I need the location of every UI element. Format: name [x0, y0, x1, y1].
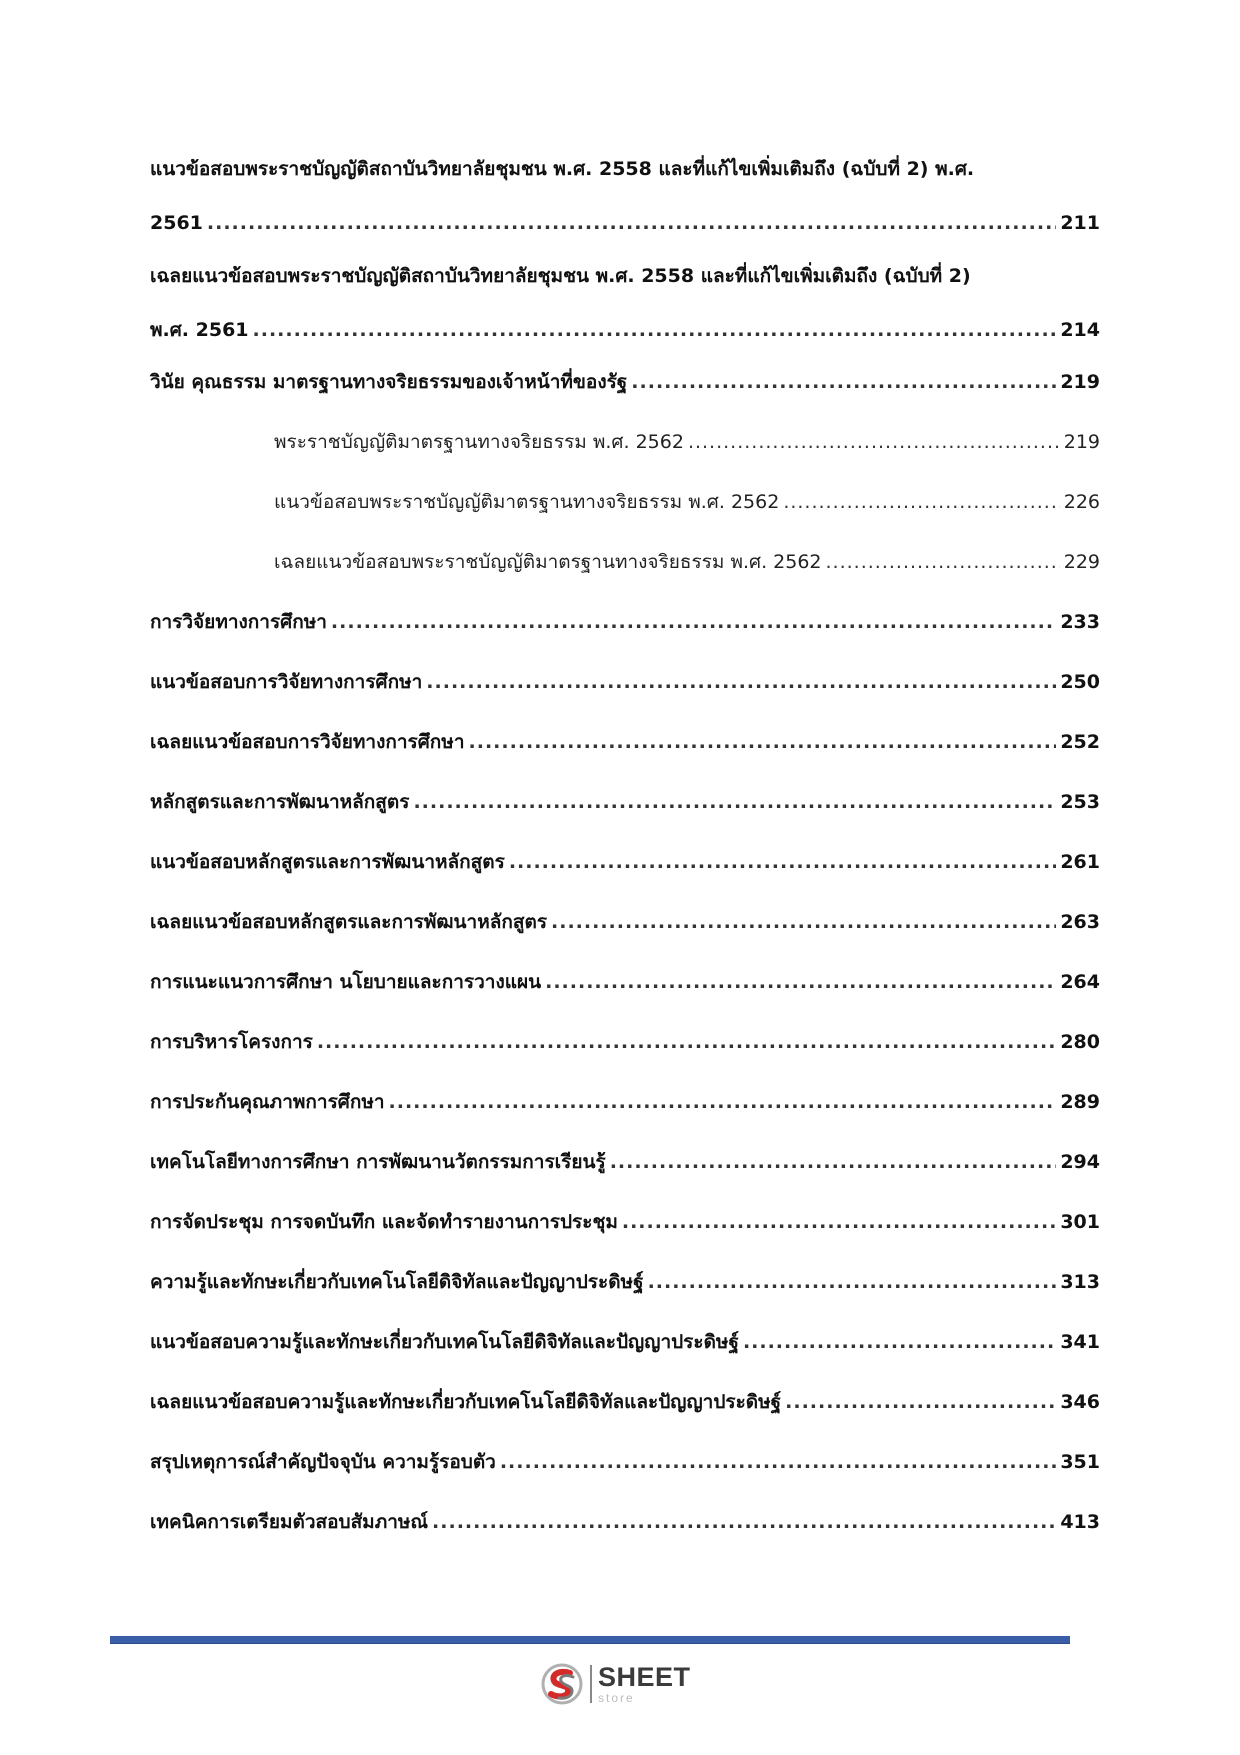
- dot-leader: [432, 1508, 1056, 1536]
- toc-page-number: 301: [1060, 1211, 1100, 1233]
- toc-entry-title: แนวข้อสอบพระราชบัญญัติมาตรฐานทางจริยธรรม พ.ศ. 2562: [274, 491, 780, 513]
- toc-page-number: 313: [1060, 1271, 1100, 1293]
- toc-entry-title: การบริหารโครงการ: [150, 1031, 313, 1053]
- toc-page-number: 351: [1060, 1451, 1100, 1473]
- toc-entry-title: เฉลยแนวข้อสอบพระราชบัญญัติมาตรฐานทางจริยธรรม พ.ศ. 2562: [274, 551, 822, 573]
- toc-page-number: 264: [1060, 971, 1100, 993]
- toc-entry[interactable]: [150, 1448, 1100, 1476]
- dot-leader: [631, 368, 1056, 396]
- toc-entry-title: การแนะแนวการศึกษา นโยบายและการวางแผน: [150, 971, 542, 993]
- toc-entry-title: 2561: [150, 212, 203, 234]
- logo-wordmark: [598, 1664, 691, 1704]
- toc-entry[interactable]: [150, 1268, 1100, 1296]
- toc-entry-title: เฉลยแนวข้อสอบความรู้และทักษะเกี่ยวกับเทคโนโลยีดิจิทัลและปัญญาประดิษฐ์: [150, 1391, 782, 1413]
- toc-page-number: 341: [1060, 1331, 1100, 1353]
- dot-leader: [317, 1028, 1057, 1056]
- toc-entry[interactable]: [150, 968, 1100, 996]
- toc-entry-title: แนวข้อสอบหลักสูตรและการพัฒนาหลักสูตร: [150, 851, 505, 873]
- toc-entry[interactable]: [150, 1208, 1100, 1236]
- toc-page-number: 229: [1063, 551, 1100, 573]
- sheet-store-s-logo-icon: [540, 1662, 584, 1706]
- toc-entry-title: เทคนิคการเตรียมตัวสอบสัมภาษณ์: [150, 1511, 429, 1533]
- toc-page-number: 233: [1060, 611, 1100, 633]
- toc-page-number: 263: [1060, 911, 1100, 933]
- dot-leader: [413, 788, 1056, 816]
- toc-page-number: 346: [1060, 1391, 1100, 1413]
- toc-entry[interactable]: [150, 788, 1100, 816]
- toc-entry-title: พระราชบัญญัติมาตรฐานทางจริยธรรม พ.ศ. 2562: [274, 431, 684, 453]
- toc-entry-title: หลักสูตรและการพัฒนาหลักสูตร: [150, 791, 410, 813]
- toc-entry-title: สรุปเหตุการณ์สำคัญปัจจุบัน ความรู้รอบตัว: [150, 1451, 496, 1473]
- dot-leader: [622, 1208, 1056, 1236]
- logo-separator: [590, 1665, 592, 1703]
- toc-entry[interactable]: [150, 668, 1100, 696]
- toc-entry-title: วินัย คุณธรรม มาตรฐานทางจริยธรรมของเจ้าหน้าที่ของรัฐ: [150, 371, 628, 393]
- toc-entry-title: พ.ศ. 2561: [150, 319, 249, 341]
- toc-page-number: 211: [1060, 212, 1100, 234]
- toc-page-number: 252: [1060, 731, 1100, 753]
- dot-leader: [500, 1448, 1056, 1476]
- toc-page-number: 250: [1060, 671, 1100, 693]
- logo-sub-text: store: [598, 1691, 635, 1705]
- toc-entry-title: แนวข้อสอบความรู้และทักษะเกี่ยวกับเทคโนโลยีดิจิทัลและปัญญาประดิษฐ์: [150, 1331, 739, 1353]
- toc-page-number: 413: [1060, 1511, 1100, 1533]
- toc-entry[interactable]: [150, 1508, 1100, 1536]
- dot-leader: [688, 428, 1060, 456]
- toc-entry[interactable]: [150, 1148, 1100, 1176]
- toc-entry-title: การประกันคุณภาพการศึกษา: [150, 1091, 385, 1113]
- dot-leader: [648, 1268, 1057, 1296]
- dot-leader: [207, 209, 1056, 237]
- toc-entry[interactable]: [150, 848, 1100, 876]
- toc-entry-title-line: เฉลยแนวข้อสอบพระราชบัญญัติสถาบันวิทยาลัยชุมชน พ.ศ. 2558 และที่แก้ไขเพิ่มเติมถึง (ฉบับที่ 2): [150, 265, 971, 287]
- toc-page-number: 219: [1060, 371, 1100, 393]
- toc-page-number: 253: [1060, 791, 1100, 813]
- toc-subentry[interactable]: [274, 428, 1100, 456]
- toc-entry[interactable]: [150, 728, 1100, 756]
- toc-entry[interactable]: [150, 908, 1100, 936]
- toc-entry[interactable]: [150, 1328, 1100, 1356]
- toc-subentry[interactable]: [274, 488, 1100, 516]
- toc-entry[interactable]: [150, 1388, 1100, 1416]
- toc-entry-title: เฉลยแนวข้อสอบหลักสูตรและการพัฒนาหลักสูตร: [150, 911, 548, 933]
- dot-leader: [331, 608, 1056, 636]
- toc-page-number: 280: [1060, 1031, 1100, 1053]
- toc-entry-title: แนวข้อสอบการวิจัยทางการศึกษา: [150, 671, 423, 693]
- toc-entry[interactable]: [150, 155, 1100, 237]
- dot-leader: [545, 968, 1056, 996]
- dot-leader: [509, 848, 1057, 876]
- toc-page-number: 226: [1063, 491, 1100, 513]
- toc-entry-title: เฉลยแนวข้อสอบการวิจัยทางการศึกษา: [150, 731, 465, 753]
- toc-page-number: 219: [1063, 431, 1100, 453]
- logo-main-text: SHEET: [598, 1662, 691, 1692]
- dot-leader: [469, 728, 1057, 756]
- dot-leader: [743, 1328, 1056, 1356]
- toc-page-number: 289: [1060, 1091, 1100, 1113]
- dot-leader: [389, 1088, 1057, 1116]
- toc-entry[interactable]: [150, 1028, 1100, 1056]
- footer-logo: [540, 1660, 720, 1708]
- toc-entry-title: ความรู้และทักษะเกี่ยวกับเทคโนโลยีดิจิทัลและปัญญาประดิษฐ์: [150, 1271, 644, 1293]
- dot-leader: [551, 908, 1056, 936]
- toc-entry-title-line: แนวข้อสอบพระราชบัญญัติสถาบันวิทยาลัยชุมชน พ.ศ. 2558 และที่แก้ไขเพิ่มเติมถึง (ฉบับที่ 2) พ.ศ.: [150, 158, 975, 180]
- dot-leader: [610, 1148, 1057, 1176]
- toc-subentry[interactable]: [274, 548, 1100, 576]
- dot-leader: [785, 1388, 1056, 1416]
- dot-leader: [826, 548, 1060, 576]
- toc-entry[interactable]: [150, 608, 1100, 636]
- dot-leader: [426, 668, 1056, 696]
- toc-entry[interactable]: [150, 262, 1100, 344]
- dot-leader: [783, 488, 1059, 516]
- toc-page-number: 294: [1060, 1151, 1100, 1173]
- toc-entry[interactable]: [150, 368, 1100, 396]
- dot-leader: [253, 316, 1057, 344]
- toc-entry-title: การวิจัยทางการศึกษา: [150, 611, 327, 633]
- footer-rule: [110, 1636, 1070, 1644]
- toc-entry[interactable]: [150, 1088, 1100, 1116]
- toc-entry-title: เทคโนโลยีทางการศึกษา การพัฒนานวัตกรรมการเรียนรู้: [150, 1151, 606, 1173]
- toc-entry-title: การจัดประชุม การจดบันทึก และจัดทำรายงานการประชุม: [150, 1211, 618, 1233]
- toc-page-number: 261: [1060, 851, 1100, 873]
- toc-page-number: 214: [1060, 319, 1100, 341]
